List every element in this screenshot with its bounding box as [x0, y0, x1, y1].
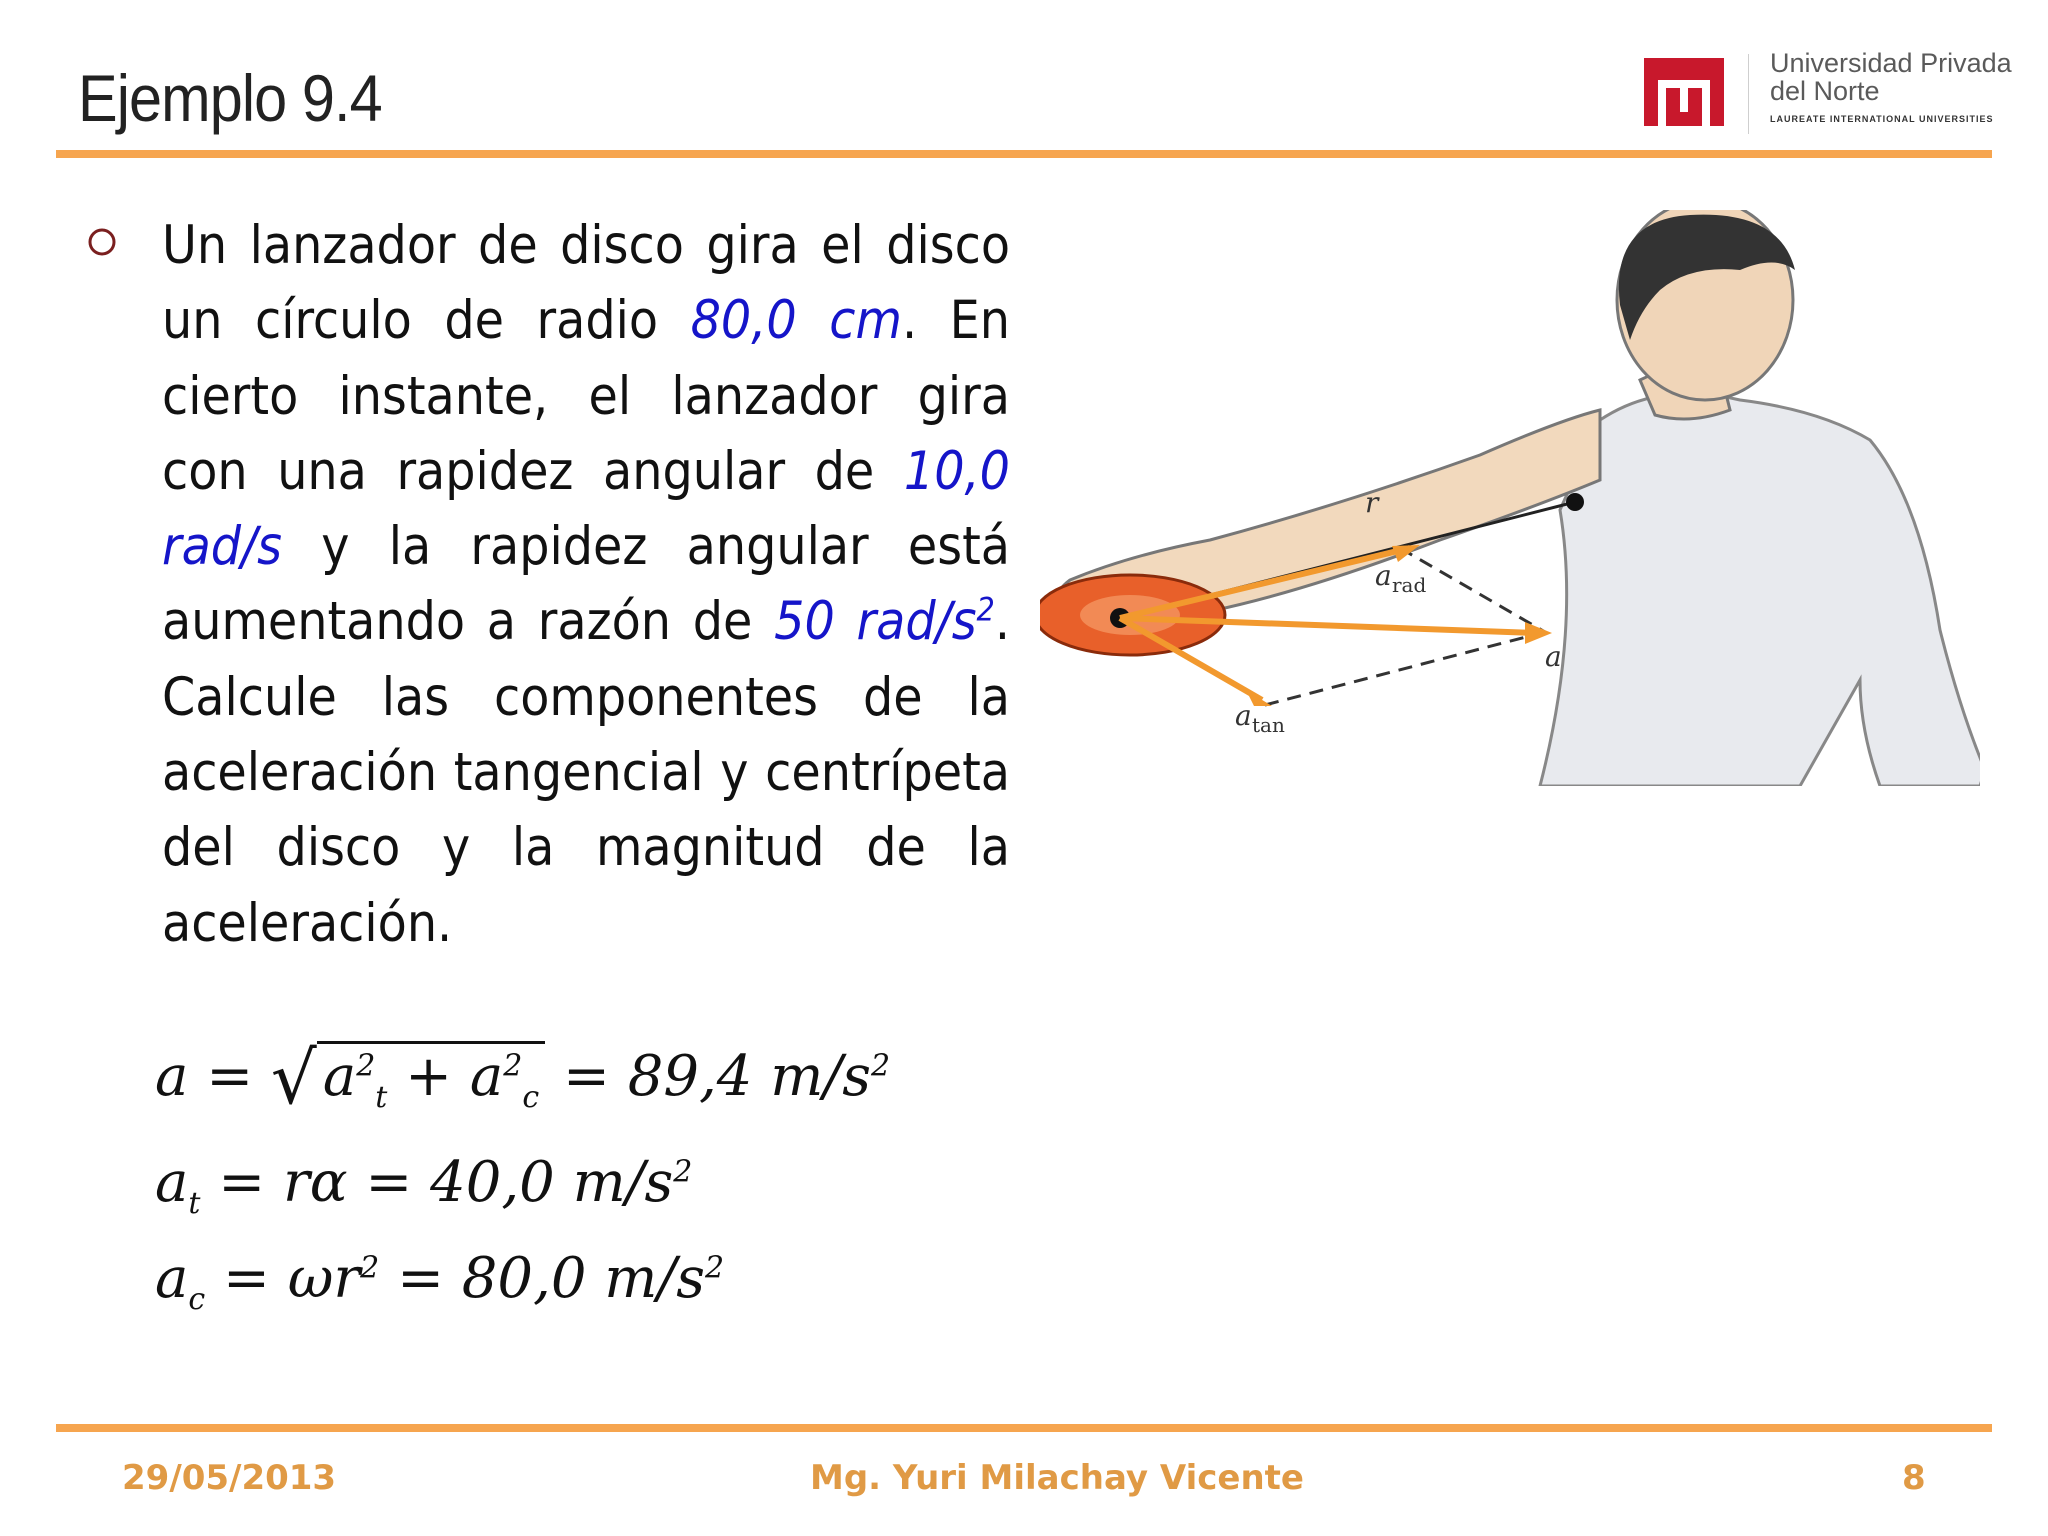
problem-statement [162, 208, 1010, 961]
label-a-tan: a [1235, 699, 1252, 732]
eq3-rhs: = 80,0 m/s [397, 1246, 705, 1311]
footer-page-number: 8 [1902, 1458, 1926, 1498]
angular-speed-value: 10,0 rad/s [162, 440, 1010, 578]
eq1-rhs-exp: 2 [870, 1048, 891, 1084]
problem-text-4: . Calcule las componentes de la aceleración tangencial y centrípeta del disco y la magnitud de la aceleración. [162, 591, 1010, 954]
eq2-sub: t [188, 1186, 201, 1222]
eq2-rhs: = rα = 40,0 m/s [218, 1150, 674, 1215]
eq2-a: a [155, 1150, 189, 1215]
eq1-exp1: 2 [356, 1048, 376, 1084]
university-logo [1640, 48, 2020, 138]
bullet-circle-icon [86, 226, 118, 258]
angular-acceleration-value: 50 rad/s [774, 591, 977, 653]
logo-name-line2: del Norte [1770, 76, 1880, 106]
eq3-exp: 2 [705, 1250, 725, 1286]
eq1-sub2: c [522, 1080, 540, 1116]
radius-value: 80,0 cm [690, 290, 902, 352]
footer-author: Mg. Yuri Milachay Vicente [810, 1458, 1304, 1498]
eq3-sub: c [188, 1282, 206, 1318]
eq1-lhs: a = [155, 1044, 254, 1109]
logo-name-line1: Universidad Privada [1770, 48, 2012, 78]
equation-centripetal [155, 1246, 724, 1317]
axis-point [1566, 493, 1584, 511]
slide-title: Ejemplo 9.4 [78, 61, 382, 135]
logo-tagline: LAUREATE INTERNATIONAL UNIVERSITIES [1770, 114, 1994, 124]
label-a-tan-sub: tan [1252, 713, 1285, 737]
label-a-rad-sub: rad [1392, 573, 1427, 597]
label-r: r [1365, 486, 1379, 519]
footer-rule [56, 1424, 1992, 1432]
eq1-plus: + [405, 1044, 453, 1109]
problem-text-2: . En cierto instante, el lanzador gira con una rapidez angular de [162, 290, 1010, 502]
eq1-a1: a [322, 1044, 357, 1109]
shirt-shape [1540, 393, 1980, 786]
eq1-rhs: = 89,4 m/s [563, 1044, 871, 1109]
problem-text-1: Un lanzador de disco gira el disco un círculo de radio [162, 215, 1010, 352]
problem-text-3: y la rapidez angular está aumentando a razón de [162, 516, 1010, 653]
eq1-sub1: t [375, 1080, 388, 1116]
equation-tangential [155, 1150, 692, 1221]
upn-logo-icon [1644, 52, 1724, 132]
eq1-sqrt-icon: √ [270, 1036, 317, 1120]
eq3-mid-exp: 2 [360, 1250, 380, 1286]
equation-magnitude [155, 1028, 891, 1120]
label-a-rad: a [1375, 559, 1392, 592]
footer-date: 29/05/2013 [122, 1458, 337, 1498]
header-rule [56, 150, 1992, 158]
eq2-exp: 2 [673, 1154, 693, 1190]
discus-thrower-figure [1040, 210, 1980, 786]
eq1-a2: a [469, 1044, 504, 1109]
eq3-mid: = ωr [223, 1246, 361, 1311]
angular-acceleration-exponent: 2 [976, 590, 995, 629]
eq1-radicand [317, 1041, 545, 1116]
label-a: a [1545, 640, 1562, 673]
logo-separator [1748, 54, 1749, 134]
eq1-exp2: 2 [503, 1048, 523, 1084]
eq3-a: a [155, 1246, 189, 1311]
